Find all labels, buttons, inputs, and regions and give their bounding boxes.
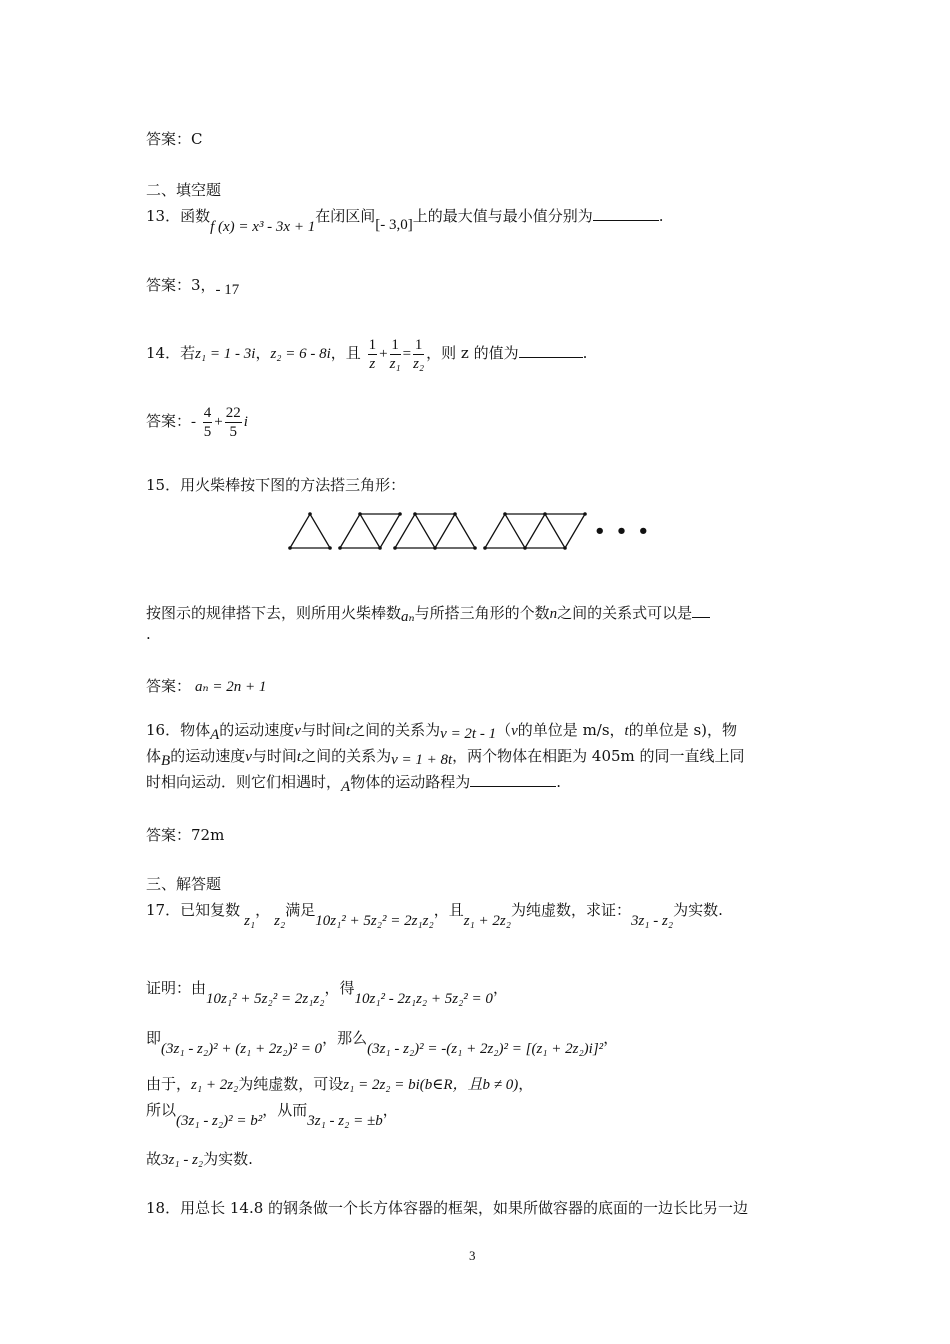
q17-number: 17．已知复数 [146, 901, 241, 919]
triangle-group-4d [545, 514, 585, 548]
answer-14-imaginary-unit: i [243, 414, 248, 430]
q13-end: . [658, 207, 664, 225]
proof-line-4 [146, 1100, 398, 1129]
section-title-solutions: 三、解答题 [146, 875, 222, 893]
proof-text-3b: 为纯虚数，可设 [238, 1075, 344, 1093]
q15-n: n [549, 606, 558, 622]
q16-velocity-b: v = 1 + 8t [391, 752, 453, 768]
triangle-group-3a [395, 514, 435, 548]
proof-text-5a: 故 [146, 1150, 162, 1168]
q14-fraction-1-over-z: $\frac{1}{z}$ [368, 336, 377, 372]
q17-text-4: 为实数. [673, 901, 723, 919]
answer-13-label: 答案：3， [146, 276, 216, 294]
q16-v: v [294, 723, 301, 739]
q14-text-2: ，则 z 的值为 [426, 344, 519, 362]
q14-sep: ， [255, 344, 271, 362]
triangle-group-2a [340, 514, 380, 548]
figure-continuation-dots: • • • [594, 521, 652, 542]
proof-text-2c: ， [603, 1029, 619, 1047]
q16-text-3b: 物体的运动路程为 [350, 773, 471, 791]
proof-expr-3a: z₁ + 2z₂ [191, 1077, 239, 1093]
q17-target-expr: 3z₁ - z₂ [630, 913, 674, 929]
answer-16: 答案：72m [146, 826, 225, 844]
question-14 [146, 334, 587, 373]
answer-12: 答案：C [146, 130, 203, 148]
proof-text-3a: 由于， [146, 1075, 192, 1093]
q17-sep: ， [255, 901, 271, 919]
question-18: 18．用总长 14.8 的钢条做一个长方体容器的框架，如果所做容器的底面的一边长比另一边 [146, 1199, 749, 1217]
answer-14-plus: + [214, 414, 223, 430]
answer-14-minus: - [191, 414, 197, 430]
q13-answer-blank [593, 220, 659, 221]
proof-text-1c: ， [492, 979, 508, 997]
question-13 [146, 206, 664, 235]
triangle-group-3c [435, 514, 475, 548]
q15-answer-blank [692, 617, 710, 618]
q14-fraction-1-over-z2: $\frac{1}{\text{z₂}}$ [413, 336, 425, 372]
question-15-line-2 [146, 603, 710, 624]
q14-answer-blank [519, 357, 583, 358]
q17-pure-imag-expr: z₁ + 2z₂ [463, 913, 511, 929]
proof-text-2a: 即 [146, 1029, 162, 1047]
proof-line-3 [146, 1074, 533, 1095]
proof-expr-2a: (3z₁ - z₂)² + (z₁ + 2z₂)² = 0 [161, 1041, 323, 1057]
q15-text-a: 按图示的规律搭下去，则所用火柴棒数 [146, 604, 402, 622]
answer-14-fraction-4-5: $\frac{4}{5}$ [203, 404, 212, 440]
triangle-group-3b [415, 514, 455, 548]
proof-text-5b: 为实数. [203, 1150, 253, 1168]
answer-15 [146, 676, 266, 697]
q14-z1-expr: z₁ = 1 - 3i [195, 346, 256, 362]
q16-text-1d: 之间的关系为 [350, 721, 441, 739]
q14-number: 14．若 [146, 344, 196, 362]
q13-text-2: 上的最大值与最小值分别为 [412, 207, 593, 225]
q13-function-expr: f (x) = x³ - 3x + 1 [210, 219, 316, 235]
proof-expr-3b: z₁ = 2z₂ = bi(b∈R，且b ≠ 0) [343, 1077, 519, 1093]
q17-z2: z₂ [274, 913, 286, 929]
answer-14 [146, 402, 248, 441]
q16-text-2d: 之间的关系为 [301, 747, 392, 765]
proof-expr-4b: 3z₁ - z₂ = ±b [307, 1113, 383, 1129]
q16-text-1e: （ [496, 721, 512, 739]
q16-text-1a: 16．物体 [146, 721, 211, 739]
triangle-group-2b [360, 514, 400, 548]
proof-text-1a: 证明：由 [146, 979, 207, 997]
question-16-line-1 [146, 720, 737, 741]
q16-v-2: v [511, 723, 518, 739]
q14-fraction-1-over-z1: $\frac{1}{\text{z₁}}$ [389, 336, 401, 372]
triangle-group-1 [290, 514, 330, 548]
proof-text-4c: ， [382, 1101, 398, 1119]
q17-text-3: 为纯虚数，求证： [510, 901, 631, 919]
q17-condition: 10z₁² + 5z₂² = 2z₁z₂ [315, 913, 434, 929]
q16-text-2e: ，两个物体在相距为 405m 的同一直线上同 [452, 747, 745, 765]
q13-interval: [- 3,0] [375, 217, 413, 233]
q16-text-1g: 的单位是 s)，物 [628, 721, 738, 739]
proof-expr-5: 3z₁ - z₂ [161, 1152, 204, 1168]
q17-text-1: 满足 [285, 901, 316, 919]
proof-text-1b: ，得 [324, 979, 355, 997]
answer-13 [146, 275, 239, 296]
page-number: 3 [469, 1248, 476, 1263]
proof-text-2b: ，那么 [322, 1029, 368, 1047]
q16-text-1c: 与时间 [300, 721, 346, 739]
q16-text-2c: 与时间 [251, 747, 297, 765]
q14-end: . [582, 344, 588, 362]
q14-plus: + [379, 346, 388, 362]
q16-object-b: B [161, 753, 171, 769]
q17-z1: z₁ [244, 913, 256, 929]
q14-equals: = [402, 346, 412, 362]
q15-text-c: 之间的关系式可以是 [557, 604, 693, 622]
proof-line-5 [146, 1149, 253, 1170]
q16-text-2b: 的运动速度 [170, 747, 246, 765]
triangle-group-4c [525, 514, 565, 548]
triangle-group-4b [505, 514, 545, 548]
answer-15-expr: aₙ = 2n + 1 [195, 679, 267, 695]
question-15: 15．用火柴棒按下图的方法搭三角形： [146, 476, 406, 494]
q16-text-3a: 时相向运动．则它们相遇时， [146, 773, 342, 791]
proof-line-2 [146, 1028, 619, 1057]
answer-14-fraction-22-5: $\frac{22}{5}$ [225, 404, 241, 440]
proof-text-4a: 所以 [146, 1101, 177, 1119]
q16-t: t [345, 723, 351, 739]
q16-end: . [556, 773, 561, 791]
q14-text-1: ，且 [330, 344, 361, 362]
q16-answer-blank [470, 786, 556, 787]
proof-text-4b: ，从而 [262, 1101, 308, 1119]
q15-text-b: 与所搭三角形的个数 [414, 604, 550, 622]
answer-14-label: 答案： [146, 412, 192, 430]
proof-expr-2b: (3z₁ - z₂)² = -(z₁ + 2z₂)² = [(z₁ + 2z₂)i]² [367, 1041, 604, 1057]
q16-text-1f: 的单位是 m/s， [517, 721, 625, 739]
proof-expr-1a: 10z₁² + 5z₂² = 2z₁z₂ [206, 991, 325, 1007]
proof-line-1 [146, 978, 508, 1007]
proof-text-3c: ， [518, 1075, 534, 1093]
q16-t-2: t [624, 723, 629, 739]
q15-an: aₙ [401, 609, 415, 625]
triangle-group-4a [485, 514, 525, 548]
q17-text-2: ，且 [433, 901, 464, 919]
proof-expr-1b: 10z₁² - 2z₁z₂ + 5z₂² = 0 [354, 991, 493, 1007]
question-16-line-3 [146, 772, 561, 793]
q16-t-3: t [296, 749, 302, 765]
section-title-fill-in: 二、填空题 [146, 181, 222, 199]
q13-number: 13．函数 [146, 207, 211, 225]
matchstick-triangles-figure [285, 508, 645, 556]
q16-v-3: v [245, 749, 252, 765]
question-17 [146, 900, 723, 929]
q16-object-a-2: A [341, 779, 351, 795]
answer-15-label: 答案： [146, 677, 192, 695]
answer-13-value: - 17 [215, 282, 240, 298]
q16-velocity-a: v = 2t - 1 [440, 726, 497, 742]
q16-text-1b: 的运动速度 [219, 721, 295, 739]
q16-text-2a: 体 [146, 747, 162, 765]
q16-object-a: A [210, 727, 220, 743]
proof-expr-4a: (3z₁ - z₂)² = b² [176, 1113, 263, 1129]
q13-text-1: 在闭区间 [315, 207, 376, 225]
q14-z2-expr: z₂ = 6 - 8i [270, 346, 331, 362]
question-16-line-2 [146, 746, 745, 767]
q15-end: . [146, 625, 151, 643]
